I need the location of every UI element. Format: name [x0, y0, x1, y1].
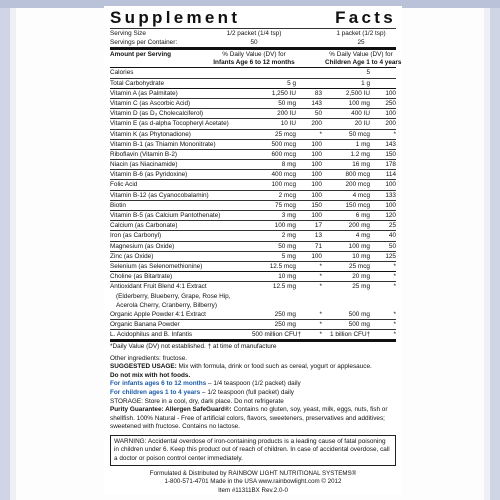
manufacturer-info	[110, 470, 396, 495]
dv-child: 133	[385, 191, 396, 199]
vitamin-row	[110, 220, 396, 230]
amount-infant: 250 mg	[274, 310, 296, 318]
dv-infant-group: Infants Age 6 to 12 months	[213, 58, 295, 66]
serving-size-label: Serving Size	[110, 30, 146, 37]
dv-child: *	[393, 283, 396, 291]
amount-child: 20 IU	[354, 120, 370, 128]
amount-child: 25 mg	[352, 283, 370, 291]
suggested-usage	[110, 363, 396, 372]
vitamin-row	[110, 98, 396, 108]
amount-infant: 10 IU	[280, 120, 296, 128]
nutrient-name: Vitamin B-6 (as Pyridoxine)	[110, 171, 188, 179]
amount-infant: 2 mcg	[278, 191, 296, 199]
dv-infant: 17	[314, 222, 322, 230]
amount-child: 6 mg	[355, 212, 370, 219]
calories-child: 5	[366, 69, 370, 77]
dv-infant: *	[319, 331, 322, 339]
dv-infant-label: % Daily Value (DV) for	[222, 51, 286, 59]
amount-child: 10 mg	[352, 252, 370, 260]
amount-infant: 12.5 mcg	[269, 262, 296, 270]
nutrient-name: Vitamin C (as Ascorbic Acid)	[110, 99, 191, 107]
nutrient-name: Vitamin B-12 (as Cyanocobalamin)	[110, 191, 209, 199]
amount-child: 2,500 IU	[345, 89, 370, 97]
serving-size-child: 1 packet (1/2 tsp)	[336, 30, 386, 37]
dv-infant: *	[319, 321, 322, 329]
nutrient-name: Zinc (as Oxide)	[110, 252, 154, 260]
calories-label: Calories	[110, 69, 134, 77]
dv-infant: 100	[311, 171, 322, 179]
nutrient-name: Organic Banana Powder	[110, 321, 180, 329]
child-dose	[110, 389, 396, 398]
dv-child: 114	[385, 171, 396, 179]
dv-child: *	[393, 273, 396, 281]
amount-child: 50 mcg	[349, 130, 370, 138]
nutrient-name: Vitamin A (as Palmitate)	[110, 89, 178, 97]
amount-infant: 8 mg	[281, 161, 296, 169]
dv-child: 120	[385, 212, 396, 219]
dv-child: 100	[385, 181, 396, 189]
amount-infant: 400 mcg	[271, 171, 296, 179]
dv-infant: 150	[311, 201, 322, 209]
vitamin-row	[110, 251, 396, 261]
contact-line: 1-800-571-4701 Made in the USA www.rainbowlight.com © 2012	[164, 478, 342, 486]
dv-infant: *	[319, 310, 322, 318]
dv-infant: 143	[311, 99, 322, 107]
purity-label: Purity Guarantee: Allergen SafeGuard®:	[110, 406, 232, 414]
amount-child: 800 mcg	[345, 171, 370, 179]
amount-child: 25 mcg	[349, 262, 370, 270]
amount-infant: 5 mg	[281, 252, 296, 260]
footnote: *Daily Value (DV) not established. † at time of manufacture	[110, 343, 277, 351]
iron-warning: WARNING: Accidental overdose of iron-containing products is a leading cause of fatal poisoning in children under 6. Keep this product out of reach of children. In case of accidental overdose, call a doctor or poison control center immediately.	[110, 435, 396, 466]
amount-infant: 2 mg	[281, 232, 296, 240]
dv-child: *	[393, 321, 396, 329]
other-ingredient-table	[110, 271, 396, 291]
blend-detail-2: Acerola Cherry, Cranberry, Bilberry)	[116, 301, 217, 309]
dv-child: 50	[388, 242, 396, 250]
vitamin-row	[110, 118, 396, 128]
amount-infant: 500 million CFU†	[252, 331, 302, 339]
dv-child: *	[393, 130, 396, 138]
amount-label: Amount per Serving	[110, 51, 172, 59]
amount-child: 1 billion CFU†	[330, 331, 371, 339]
serving-size-infant: 1/2 packet (1/4 tsp)	[226, 30, 282, 37]
panel-title	[110, 8, 396, 28]
nutrient-name: L. Acidophilus and B. Infantis	[110, 331, 193, 339]
amount-child: 150 mcg	[345, 201, 370, 209]
dv-child: *	[393, 310, 396, 318]
amount-child: 200 mcg	[345, 181, 370, 189]
dv-child: 100	[385, 110, 396, 118]
amount-child: 200 mg	[348, 222, 370, 230]
amount-child: 400 IU	[351, 110, 370, 118]
amount-infant: 12.5 mg	[272, 283, 296, 291]
vitamin-row	[110, 169, 396, 179]
dv-child: 40	[388, 232, 396, 240]
dv-infant: 100	[311, 191, 322, 199]
dv-infant: *	[319, 273, 322, 281]
dv-child-label: % Daily Value (DV) for	[329, 51, 393, 59]
vitamin-row	[110, 210, 396, 220]
nutrient-name: Choline (as Bitartrate)	[110, 273, 173, 281]
nutrient-name: Riboflavin (Vitamin B-2)	[110, 150, 178, 158]
nutrient-name: Vitamin D (as D₃ Cholecalciferol)	[110, 110, 204, 118]
vitamin-row	[110, 200, 396, 210]
amount-infant: 1,250 IU	[271, 89, 296, 97]
purity-text: Contains no gluten, soy, yeast, milk, eggs, nuts, fish or shellfish. 100% Natural - Free of artificial colors, flavors, sweeteners, preservatives and additives; sweetened with fructose. Contains no lactose.	[110, 406, 388, 431]
vitamin-row	[110, 230, 396, 240]
nutrient-name: Antioxidant Fruit Blend 4:1 Extract	[110, 283, 207, 291]
blend-detail-1: (Elderberry, Blueberry, Grape, Rose Hip,	[116, 292, 231, 300]
no-hot-foods: Do not mix with hot foods.	[110, 371, 191, 379]
vitamin-row	[110, 241, 396, 251]
dv-child: 178	[385, 161, 396, 169]
vitamin-row	[110, 179, 396, 189]
amount-infant: 500 mcg	[271, 140, 296, 148]
nutrient-name: Folic Acid	[110, 181, 138, 189]
nutrient-name: Selenium (as Selenomethionine)	[110, 262, 203, 270]
ingredient-row	[110, 319, 396, 329]
vitamin-table	[110, 88, 396, 271]
amount-child: 100 mg	[348, 99, 370, 107]
formulated-by: Formulated & Distributed by RAINBOW LIGHT NUTRITIONAL SYSTEMS®	[149, 470, 357, 478]
vitamin-row	[110, 261, 396, 271]
nutrient-name: Iron (as Carbonyl)	[110, 232, 162, 240]
vitamin-row	[110, 129, 396, 139]
amount-infant: 100 mcg	[271, 181, 296, 189]
storage: STORAGE: Store in a cool, dry, dark place. Do not refrigerate	[110, 397, 284, 405]
amount-child: 20 mg	[352, 273, 370, 281]
amount-child: 4 mcg	[352, 191, 370, 199]
dv-child: *	[393, 262, 396, 270]
amount-infant: 25 mcg	[275, 130, 296, 138]
dv-infant: 200	[311, 120, 322, 128]
infant-dose-text: – 1/4 teaspoon (1/2 packet) daily	[206, 380, 301, 388]
dv-child: 100	[385, 201, 396, 209]
dv-infant: *	[319, 283, 322, 291]
usage-label: SUGGESTED USAGE:	[110, 363, 177, 371]
amount-infant: 3 mg	[281, 212, 296, 219]
amount-infant: 10 mg	[278, 273, 296, 281]
amount-child: 4 mg	[355, 232, 370, 240]
ingredient-row	[110, 310, 396, 319]
item-number: Item #11311BX Rev.2.0-0	[218, 486, 288, 494]
carb-infant: 5 g	[287, 79, 296, 87]
usage-text: Mix with formula, drink or food such as cereal, yogurt or applesauce.	[178, 363, 372, 371]
dv-child: 125	[385, 252, 396, 260]
infant-dose	[110, 380, 396, 389]
vitamin-row	[110, 139, 396, 149]
other-ingredient-table-2	[110, 310, 396, 340]
amount-child: 16 mg	[352, 161, 370, 169]
vitamin-row	[110, 159, 396, 169]
nutrient-name: Magnesium (as Oxide)	[110, 242, 175, 250]
child-dose-text: – 1/2 teaspoon (full packet) daily	[200, 389, 295, 396]
vitamin-row	[110, 190, 396, 200]
amount-child: 500 mg	[348, 321, 370, 329]
dv-infant: 50	[314, 110, 322, 118]
dv-infant: 100	[311, 212, 322, 219]
dv-infant: 100	[311, 150, 322, 158]
dv-infant: 100	[311, 181, 322, 189]
servings-label: Servings per Container:	[110, 39, 178, 47]
amount-infant: 600 mcg	[271, 150, 296, 158]
other-ingredients: Other ingredients: fructose.	[110, 354, 188, 362]
purity	[110, 406, 396, 432]
dv-child: 250	[385, 99, 396, 107]
amount-infant: 75 mcg	[275, 201, 296, 209]
nutrient-name: Calcium (as Carbonate)	[110, 222, 178, 230]
amount-child: 100 mg	[348, 242, 370, 250]
title-right: Facts	[335, 8, 396, 27]
ingredient-row	[110, 329, 396, 339]
amount-child: 500 mg	[348, 310, 370, 318]
servings-child: 25	[357, 39, 365, 47]
amount-infant: 200 IU	[277, 110, 296, 118]
dv-infant: *	[319, 262, 322, 270]
dv-child: 100	[385, 89, 396, 97]
dv-child: 150	[385, 150, 396, 158]
child-dose-label: For children ages 1 to 4 years	[110, 389, 201, 396]
carb-label: Total Carbohydrate	[110, 79, 164, 87]
vitamin-row	[110, 89, 396, 98]
dv-infant: 13	[314, 232, 322, 240]
dv-child: 200	[385, 120, 396, 128]
ingredient-row	[110, 272, 396, 281]
dv-infant: 100	[311, 161, 322, 169]
dv-infant: 100	[311, 140, 322, 148]
nutrient-name: Biotin	[110, 201, 126, 209]
amount-infant: 50 mg	[278, 242, 296, 250]
nutrient-name: Niacin (as Niacinamide)	[110, 161, 178, 169]
amount-child: 1.2 mg	[350, 150, 370, 158]
nutrient-name: Vitamin B-1 (as Thiamin Mononitrate)	[110, 140, 216, 148]
nutrient-name: Vitamin K (as Phytonadione)	[110, 130, 191, 138]
dv-child: 25	[388, 222, 396, 230]
nutrient-name: Vitamin B-5 (as Calcium Pantothenate)	[110, 212, 221, 219]
dv-infant: 83	[314, 89, 322, 97]
dv-child-group: Children Age 1 to 4 years	[325, 58, 402, 66]
nutrient-name: Vitamin E (as d-alpha Tocopheryl Acetate)	[110, 120, 229, 128]
amount-infant: 50 mg	[278, 99, 296, 107]
vitamin-row	[110, 149, 396, 159]
infant-dose-label: For infants ages 6 to 12 months	[110, 380, 207, 388]
carb-child: 1 g	[361, 79, 370, 87]
dv-child: *	[393, 331, 396, 339]
dv-infant: *	[319, 130, 322, 138]
supplement-facts-panel	[104, 6, 402, 494]
dv-infant: 100	[311, 252, 322, 260]
ingredient-row	[110, 281, 396, 291]
nutrient-name: Organic Apple Powder 4:1 Extract	[110, 310, 206, 318]
dv-child: 143	[385, 140, 396, 148]
amount-infant: 250 mg	[274, 321, 296, 329]
amount-child: 1 mg	[355, 140, 370, 148]
vitamin-row	[110, 108, 396, 118]
amount-infant: 100 mg	[274, 222, 296, 230]
servings-infant: 50	[250, 39, 258, 47]
dv-infant: 71	[314, 242, 322, 250]
title-left: Supplement	[110, 8, 241, 27]
